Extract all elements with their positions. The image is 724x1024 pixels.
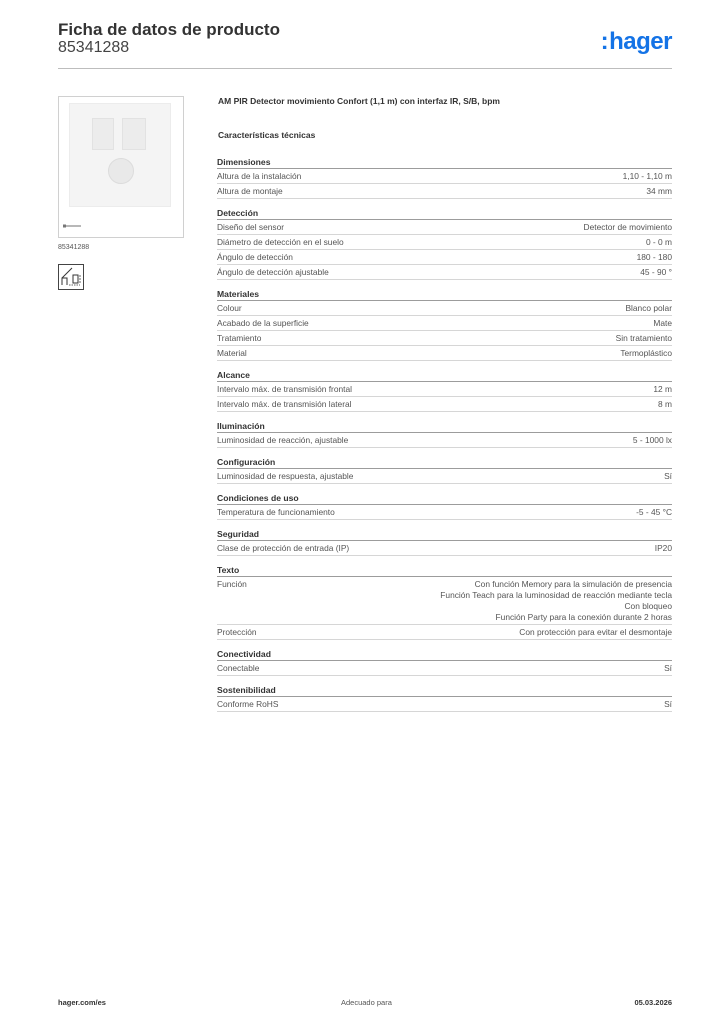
section-title: Seguridad — [217, 528, 672, 541]
page-title: Ficha de datos de producto — [58, 20, 280, 39]
section-title: Alcance — [217, 369, 672, 382]
product-code: 85341288 — [58, 39, 130, 56]
spec-value: 0 - 0 m — [645, 237, 672, 247]
section-title: Conectividad — [217, 648, 672, 661]
spec-label: Clase de protección de entrada (IP) — [217, 543, 350, 553]
spec-row — [217, 661, 672, 676]
spec-value: 1,10 - 1,10 m — [622, 171, 672, 181]
spec-value: IP20 — [654, 543, 672, 553]
spec-row — [217, 184, 672, 199]
section-title: Detección — [217, 207, 672, 220]
hager-logo: :hager — [600, 28, 672, 55]
section-title: Dimensiones — [217, 156, 672, 169]
spec-row — [217, 577, 672, 625]
spec-value: 5 - 1000 lx — [632, 435, 672, 445]
spec-table — [217, 156, 672, 720]
spec-value: 45 - 90 ° — [640, 267, 672, 277]
spec-row — [217, 346, 672, 361]
spec-label: Luminosidad de respuesta, ajustable — [217, 471, 354, 481]
spec-row — [217, 331, 672, 346]
spec-row — [217, 250, 672, 265]
spec-value: 34 mm — [646, 186, 672, 196]
spec-section — [217, 684, 672, 712]
spec-row — [217, 397, 672, 412]
spec-label: Diámetro de detección en el suelo — [217, 237, 344, 247]
spec-value: Con protección para evitar el desmontaje — [519, 627, 672, 637]
spec-label: Temperatura de funcionamiento — [217, 507, 335, 517]
spec-value: Sí — [664, 663, 672, 673]
spec-label: Luminosidad de reacción, ajustable — [217, 435, 349, 445]
section-title: Sostenibilidad — [217, 684, 672, 697]
spec-value: -5 - 45 °C — [636, 507, 672, 517]
header-divider — [58, 68, 672, 69]
product-name: AM PIR Detector movimiento Confort (1,1 m) con interfaz IR, S/B, bpm — [218, 96, 500, 106]
spec-row — [217, 697, 672, 712]
section-title: Texto — [217, 564, 672, 577]
spec-value: Sí — [664, 699, 672, 709]
spec-label: Conforme RoHS — [217, 699, 279, 709]
spec-section — [217, 288, 672, 361]
footer-suitable-for: Adecuado para — [341, 998, 392, 1007]
spec-section — [217, 369, 672, 412]
spec-label: Tratamiento — [217, 333, 262, 343]
spec-value: Blanco polar — [625, 303, 672, 313]
spec-label: Ángulo de detección — [217, 252, 293, 262]
logo-text: hager — [609, 28, 672, 55]
spec-value: Sin tratamiento — [615, 333, 672, 343]
spec-row — [217, 469, 672, 484]
spec-label: Ángulo de detección ajustable — [217, 267, 329, 277]
product-image — [58, 96, 184, 238]
section-title: Configuración — [217, 456, 672, 469]
technical-characteristics-title: Características técnicas — [218, 130, 316, 140]
spec-label: Intervalo máx. de transmisión frontal — [217, 384, 352, 394]
spec-label: Conectable — [217, 663, 260, 673]
spec-row — [217, 433, 672, 448]
spec-section — [217, 456, 672, 484]
spec-row — [217, 235, 672, 250]
spec-value: Con función Memory para la simulación de presencia Función Teach para la luminosidad de reacción mediante tecla Con bloqueo Función Party para la conexión durante 2 horas — [440, 579, 672, 622]
spec-row — [217, 169, 672, 184]
installation-pictogram-icon — [58, 264, 84, 290]
spec-label: Altura de la instalación — [217, 171, 302, 181]
section-title: Iluminación — [217, 420, 672, 433]
spec-section — [217, 207, 672, 280]
spec-section — [217, 528, 672, 556]
spec-row — [217, 505, 672, 520]
spec-row — [217, 625, 672, 640]
spec-label: Colour — [217, 303, 242, 313]
spec-label: Protección — [217, 627, 257, 637]
spec-section — [217, 156, 672, 199]
section-title: Materiales — [217, 288, 672, 301]
spec-row — [217, 316, 672, 331]
spec-label: Intervalo máx. de transmisión lateral — [217, 399, 352, 409]
spec-section — [217, 648, 672, 676]
spec-value: Sí — [664, 471, 672, 481]
spec-row — [217, 541, 672, 556]
spec-section — [217, 492, 672, 520]
spec-label: Altura de montaje — [217, 186, 283, 196]
spec-row — [217, 382, 672, 397]
spec-label: Diseño del sensor — [217, 222, 285, 232]
spec-label: Acabado de la superficie — [217, 318, 309, 328]
motion-detector-illustration — [69, 103, 171, 207]
sidebar-product-code: 85341288 — [58, 244, 90, 251]
spec-row — [217, 265, 672, 280]
footer-website-link[interactable]: hager.com/es — [58, 998, 106, 1007]
spec-value: Detector de movimiento — [583, 222, 672, 232]
spec-section — [217, 564, 672, 640]
footer-date: 05.03.2026 — [634, 998, 672, 1007]
spec-label: Material — [217, 348, 247, 358]
spec-value: 180 - 180 — [636, 252, 672, 262]
spec-row — [217, 301, 672, 316]
spec-value: 12 m — [653, 384, 672, 394]
spec-value: Mate — [653, 318, 672, 328]
spec-value: 8 m — [658, 399, 672, 409]
spec-label: Función — [217, 579, 247, 589]
scale-bar-icon — [63, 224, 81, 228]
spec-value: Termoplástico — [620, 348, 672, 358]
spec-section — [217, 420, 672, 448]
spec-row — [217, 220, 672, 235]
section-title: Condiciones de uso — [217, 492, 672, 505]
